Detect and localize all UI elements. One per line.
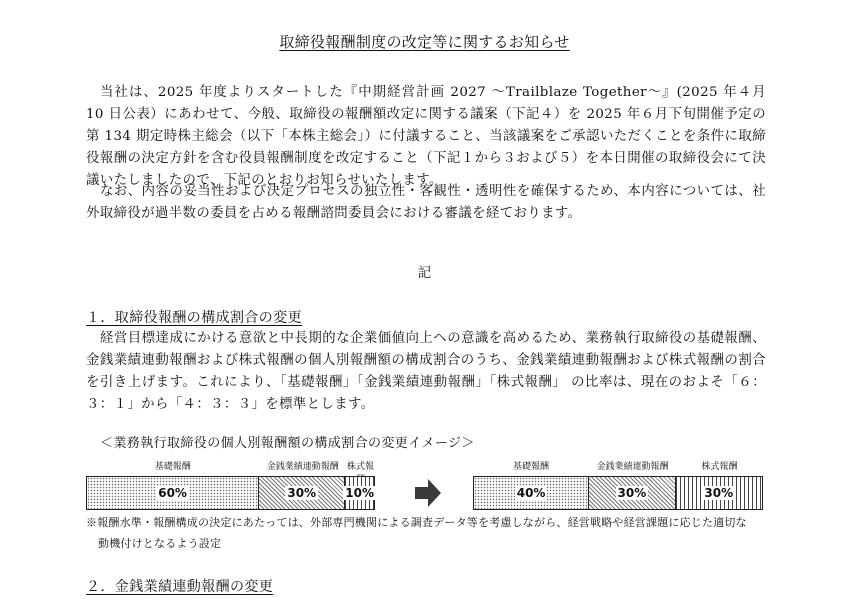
section-1-body: 経営目標達成にかける意欲と中長期的な企業価値向上への意識を高めるため、業務執行取締役の基礎報酬、金銭業績連動報酬および株式報酬の個人別報酬額の構成割合のうち、金銭業績連動報酬および株式報酬の割合を引き上げます。これにより、「基礎報酬」「金銭業績連動報酬」「株式報酬」 の比率は、現在のおよそ「６：３：１」から「４：３：３」を標準とします。 <box>86 331 766 412</box>
after-segment-label-1: 金銭業績連動報酬 <box>596 462 669 472</box>
before-segment-label-2: 株式報 <box>347 462 375 472</box>
before-segment-value-2: 10% <box>345 486 374 500</box>
before-segment-value-1: 30% <box>287 486 317 500</box>
after-segment-value-1: 30% <box>617 486 647 500</box>
before-segment-0 <box>87 477 259 509</box>
section-1-heading: １．取締役報酬の構成割合の変更 <box>86 310 302 326</box>
intro-paragraph-1: 当社は、2025 年度よりスタートした『中期経営計画 2027 〜Trailblaze Together〜』(2025 年４月 10 日公表）にあわせて、今般、取締役の報酬額改定に関する議案（下記４）を 2025 年６月下旬開催予定の第 134 期定時株主総会（以下「本株主総会」）に付議すること、当該議案をご承認いただくことを条件に取締役報酬の決定方針を含む役員報酬制度を改定すること（下記１から３および５）を本日開催の取締役会にて決議いたしましたので、下記のとおりお知らせいたします。 <box>86 85 766 188</box>
after-segment-2 <box>676 477 762 509</box>
right-arrow-icon <box>413 478 443 508</box>
composition-bar-after <box>473 476 763 510</box>
document-title: 取締役報酬制度の改定等に関するお知らせ <box>279 33 570 51</box>
composition-bar-before <box>86 476 375 510</box>
figure-title: ＜業務執行取締役の個人別報酬額の構成割合の変更イメージ＞ <box>100 436 475 451</box>
before-segment-2 <box>345 477 374 509</box>
after-segment-1 <box>589 477 675 509</box>
after-segment-label-0: 基礎報酬 <box>512 462 549 472</box>
after-segment-value-2: 30% <box>704 486 734 500</box>
footnote-line-2: 動機付けとなるよう設定 <box>98 537 222 550</box>
after-segment-0 <box>474 477 589 509</box>
intro-paragraph-2: なお、内容の妥当性および決定プロセスの独立性・客観性・透明性を確保するため、本内容については、社外取締役が過半数の委員を占める報酬諮問委員会における審議を経ております。 <box>86 184 766 221</box>
before-segment-1 <box>259 477 345 509</box>
footnote-line-1: ※報酬水準・報酬構成の決定にあたっては、外部専門機関による調査データ等を考慮しながら、経営戦略や経営課題に応じた適切な <box>86 516 747 529</box>
section-2-heading: ２．金銭業績連動報酬の変更 <box>86 579 274 595</box>
before-segment-label-0: 基礎報酬 <box>154 462 191 472</box>
after-segment-label-2: 株式報酬 <box>701 462 738 472</box>
after-segment-value-0: 40% <box>516 486 546 500</box>
footnote <box>86 512 776 554</box>
ki-heading: 記 <box>417 266 432 281</box>
before-segment-label-1: 金銭業績連動報酬 <box>266 462 339 472</box>
before-segment-value-0: 60% <box>158 486 187 500</box>
